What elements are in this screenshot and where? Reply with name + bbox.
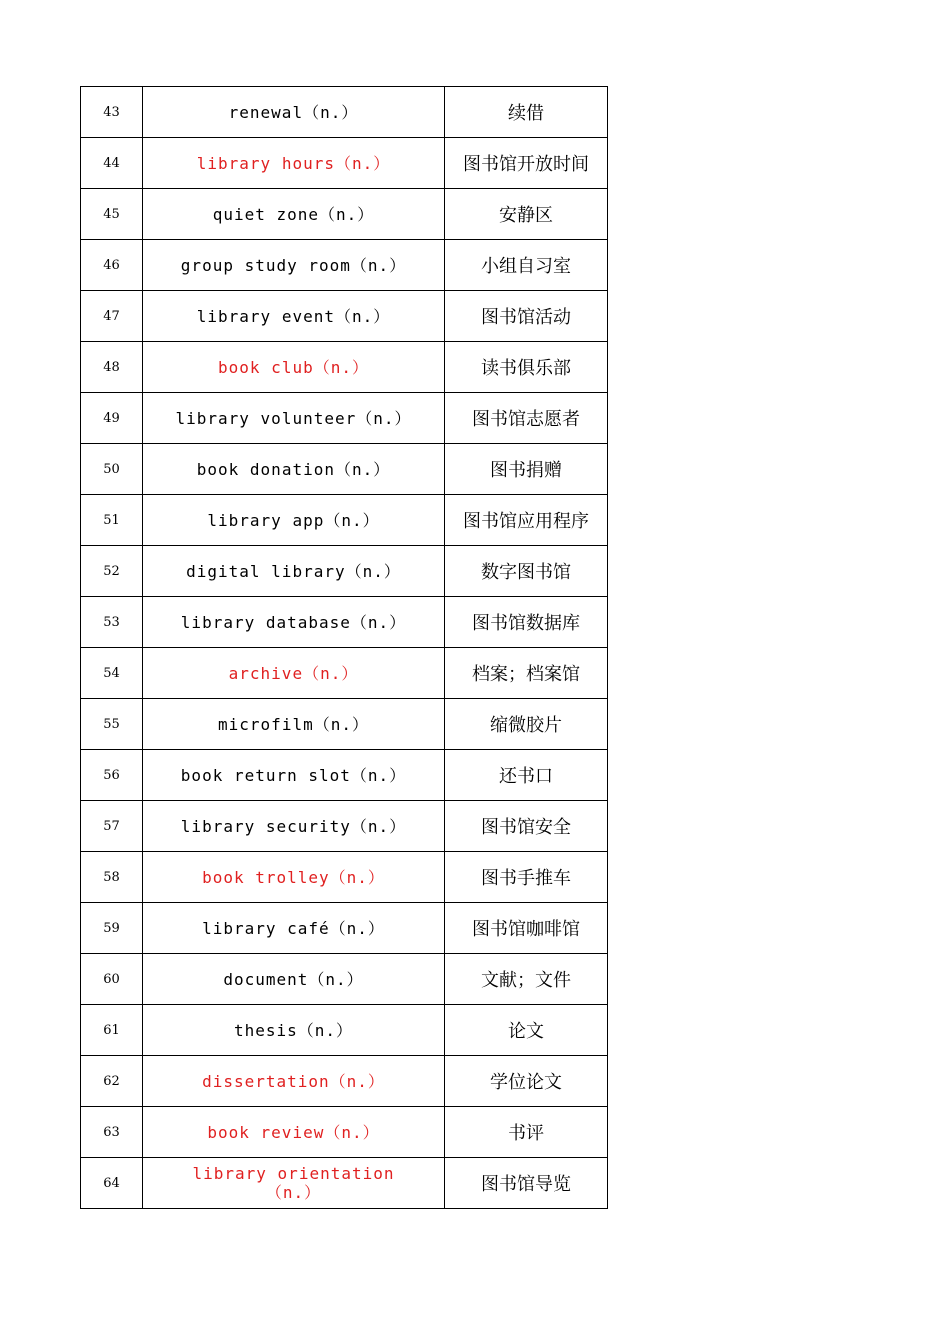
vocabulary-table-body	[81, 87, 608, 1209]
row-number: 54	[81, 648, 143, 699]
row-number: 53	[81, 597, 143, 648]
english-term: group study room（n.）	[143, 240, 445, 291]
chinese-meaning: 文献；文件	[445, 954, 608, 1005]
english-term: quiet zone（n.）	[143, 189, 445, 240]
table-row	[81, 699, 608, 750]
table-row	[81, 342, 608, 393]
english-term: library security（n.）	[143, 801, 445, 852]
row-number: 47	[81, 291, 143, 342]
chinese-meaning: 数字图书馆	[445, 546, 608, 597]
row-number: 62	[81, 1056, 143, 1107]
chinese-meaning: 图书馆开放时间	[445, 138, 608, 189]
table-row	[81, 597, 608, 648]
table-row	[81, 954, 608, 1005]
chinese-meaning: 图书馆安全	[445, 801, 608, 852]
english-term: dissertation（n.）	[143, 1056, 445, 1107]
row-number: 50	[81, 444, 143, 495]
table-row	[81, 495, 608, 546]
english-term: book trolley（n.）	[143, 852, 445, 903]
chinese-meaning: 读书俱乐部	[445, 342, 608, 393]
table-row	[81, 138, 608, 189]
english-term: thesis（n.）	[143, 1005, 445, 1056]
row-number: 60	[81, 954, 143, 1005]
row-number: 56	[81, 750, 143, 801]
row-number: 44	[81, 138, 143, 189]
chinese-meaning: 档案；档案馆	[445, 648, 608, 699]
table-row	[81, 546, 608, 597]
chinese-meaning: 论文	[445, 1005, 608, 1056]
english-term: library hours（n.）	[143, 138, 445, 189]
english-term: archive（n.）	[143, 648, 445, 699]
row-number: 48	[81, 342, 143, 393]
chinese-meaning: 图书馆志愿者	[445, 393, 608, 444]
table-row	[81, 903, 608, 954]
english-term: digital library（n.）	[143, 546, 445, 597]
table-row	[81, 1056, 608, 1107]
chinese-meaning: 缩微胶片	[445, 699, 608, 750]
english-term: book return slot（n.）	[143, 750, 445, 801]
english-term: library app（n.）	[143, 495, 445, 546]
row-number: 64	[81, 1158, 143, 1209]
english-term: book donation（n.）	[143, 444, 445, 495]
table-row	[81, 1107, 608, 1158]
english-term: renewal（n.）	[143, 87, 445, 138]
row-number: 46	[81, 240, 143, 291]
chinese-meaning: 图书馆应用程序	[445, 495, 608, 546]
english-term: document（n.）	[143, 954, 445, 1005]
row-number: 57	[81, 801, 143, 852]
chinese-meaning: 续借	[445, 87, 608, 138]
row-number: 52	[81, 546, 143, 597]
english-term: library orientation（n.）	[143, 1158, 445, 1209]
row-number: 63	[81, 1107, 143, 1158]
table-row	[81, 1005, 608, 1056]
chinese-meaning: 学位论文	[445, 1056, 608, 1107]
vocabulary-table	[80, 86, 608, 1209]
english-term: book review（n.）	[143, 1107, 445, 1158]
row-number: 59	[81, 903, 143, 954]
chinese-meaning: 图书捐赠	[445, 444, 608, 495]
chinese-meaning: 图书馆活动	[445, 291, 608, 342]
table-row	[81, 291, 608, 342]
english-term: microfilm（n.）	[143, 699, 445, 750]
english-term: library database（n.）	[143, 597, 445, 648]
english-term: library volunteer（n.）	[143, 393, 445, 444]
table-row	[81, 87, 608, 138]
row-number: 55	[81, 699, 143, 750]
chinese-meaning: 图书馆数据库	[445, 597, 608, 648]
english-term: library café（n.）	[143, 903, 445, 954]
table-row	[81, 240, 608, 291]
table-row	[81, 648, 608, 699]
table-row	[81, 189, 608, 240]
chinese-meaning: 还书口	[445, 750, 608, 801]
row-number: 58	[81, 852, 143, 903]
row-number: 45	[81, 189, 143, 240]
chinese-meaning: 图书馆导览	[445, 1158, 608, 1209]
chinese-meaning: 小组自习室	[445, 240, 608, 291]
chinese-meaning: 图书手推车	[445, 852, 608, 903]
table-row	[81, 444, 608, 495]
row-number: 43	[81, 87, 143, 138]
table-row	[81, 393, 608, 444]
chinese-meaning: 图书馆咖啡馆	[445, 903, 608, 954]
table-row	[81, 852, 608, 903]
row-number: 49	[81, 393, 143, 444]
row-number: 61	[81, 1005, 143, 1056]
table-row	[81, 1158, 608, 1209]
table-row	[81, 750, 608, 801]
chinese-meaning: 安静区	[445, 189, 608, 240]
table-row	[81, 801, 608, 852]
row-number: 51	[81, 495, 143, 546]
chinese-meaning: 书评	[445, 1107, 608, 1158]
english-term: library event（n.）	[143, 291, 445, 342]
english-term: book club（n.）	[143, 342, 445, 393]
